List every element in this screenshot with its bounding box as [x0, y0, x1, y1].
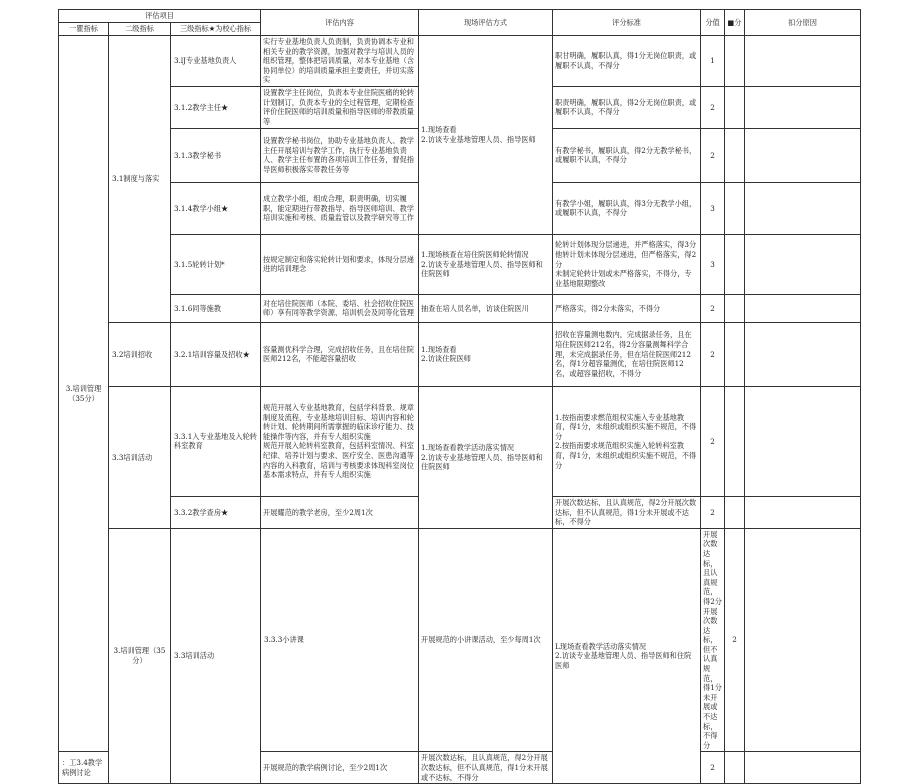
content-cell: 设置教学主任岗位，负责本专业住院医痛的轮转计划制订，负责本专业的全过程管理，定期检查评价住院医师的培训质量和指导医师的带教质量等 — [261, 86, 419, 128]
reason-cell — [745, 386, 861, 496]
table-row — [59, 322, 861, 386]
level3-cell: 3.1.2教学主任★ — [171, 86, 261, 128]
method-header: 现场评估方式 — [419, 10, 553, 36]
method-cell: 1.现场查看 2.访谈住院医师 — [419, 322, 553, 386]
reason-cell — [745, 128, 861, 182]
level3-cell: 3.3.1入专业基地及入轮转科室教育 — [171, 386, 261, 496]
method-cell: 1.现场核查在培住院医师轮转情况 2.访谈专业基地管理人员、指导医师和住院医师 — [419, 234, 553, 294]
level3-cell: 3.1.5轮转计划* — [171, 234, 261, 294]
score-cell: 2 — [701, 86, 725, 128]
score-cell: 3 — [701, 234, 725, 294]
table-row — [59, 386, 861, 496]
criteria-cell: 开展次数达标，且认真规范，得2分开展次数达标，但不认真规范，得1分未开展或不达标，不得分 — [553, 496, 701, 528]
got-cell — [725, 182, 745, 234]
reason-cell — [745, 36, 861, 87]
got-cell — [725, 752, 745, 784]
score-cell: 2 — [701, 496, 725, 528]
table-row — [59, 36, 861, 87]
score-cell: 1 — [701, 36, 725, 87]
content-cell: 开展耀范的教学老房，至少2周1次 — [261, 496, 419, 528]
score-cell: 2 — [701, 128, 725, 182]
reason-cell — [745, 752, 861, 784]
score-cell: 2 — [701, 294, 725, 322]
criteria-cell: 有教学秘书，履职认真，得2分无教学秘书，或履职不认真，不得分 — [553, 128, 701, 182]
content-cell: 开展规范的教学病例讨论，至少2周1次 — [261, 752, 419, 784]
got-cell — [725, 36, 745, 87]
level3-cell: 3.3.2教学查房★ — [171, 496, 261, 528]
score-header: 分值 — [701, 10, 725, 36]
eval-project-header: 评估项目 — [59, 10, 261, 23]
table-row — [59, 528, 861, 752]
content-cell: 容量测优科学合理，完成招收任务，且在培住院医师212名，不能超容量招收 — [261, 322, 419, 386]
got-cell — [745, 528, 861, 752]
level1-header: 一瞿指标 — [59, 23, 109, 36]
level3-cell: 3.1.6同等施教 — [171, 294, 261, 322]
reason-cell — [745, 182, 861, 234]
level2-cell: 3.1制度与落实 — [109, 36, 171, 323]
content-header: 评估内容 — [261, 10, 419, 36]
level3-cell: 3.2.1培训容量及招收★ — [171, 322, 261, 386]
level3-header: 三级指标★为校心指标 — [171, 23, 261, 36]
level2-cell: 3.3培训活动 — [109, 386, 171, 528]
reason-cell — [745, 496, 861, 528]
reason-header: 扣分原因 — [745, 10, 861, 36]
reason-cell — [745, 294, 861, 322]
method-cell: 1.现场查看教学活动落实情况 2.访谈专业基地管理人员、指导医师和住院医师 — [419, 386, 553, 528]
content-cell: 实行专业基地负责人负责制，负责协调本专业和相关专业的教学资源，加强对教学与培训人员的组织管理，整体把培训质量，对本专业基地（含协同单位）的培训质量承担主要责任，并切实落实 — [261, 36, 419, 87]
score-cell: 2 — [701, 752, 725, 784]
got-cell — [725, 86, 745, 128]
score-cell: 3 — [701, 182, 725, 234]
method-cell: L现场查看教学活动落实情况 2.访谈专业基地管理人员、指导医师和住院医师 — [553, 528, 701, 783]
level1-cell: 3.培训管理（35分） — [59, 36, 109, 752]
content-cell: 对在培住院医师（本院、委培、社会招收住院医师）享有同等教学资源、培训机会及同等化管理 — [261, 294, 419, 322]
got-header: ■分 — [725, 10, 745, 36]
level3-cell: 3.3.3小讲课 — [261, 528, 419, 752]
table-row — [59, 234, 861, 294]
criteria-cell: 有教学小姐，履职认真，得3分无教学小组，或履职不认真，不得分 — [553, 182, 701, 234]
level3-cell: 3.1.3教学秘书 — [171, 128, 261, 182]
got-cell — [725, 234, 745, 294]
content-cell: 开展规范的小讲课活动，至少每周1次 — [419, 528, 553, 752]
criteria-cell: 严格落实，得2分未落实，不得分 — [553, 294, 701, 322]
got-cell — [725, 496, 745, 528]
method-cell: 1.现场查看 2.访谈专业基地管理人员、指导医师 — [419, 36, 553, 235]
table-row — [59, 294, 861, 322]
criteria-cell: 职甘明确，履职认真，得1分无岗位职责，或履职不认真，不得分 — [553, 36, 701, 87]
got-cell — [725, 386, 745, 496]
reason-cell — [745, 322, 861, 386]
score-cell: 2 — [725, 528, 745, 752]
content-cell: 成立教学小组，组成合理，职责明确，切实履职，能定期进行带教指导、指导医师培训、教学培训实施和考核、质量监管以及教学研究等工作 — [261, 182, 419, 234]
method-cell: 抽查在培人员名单，访谈住院医川 — [419, 294, 553, 322]
criteria-cell: 开展次数达标，且认真规范，得2分开展次数达标，但不认真规范，得1分未开展或不达标，不得分 — [701, 528, 725, 752]
criteria-cell: 招收在容量测电数内，完成据录任务，且在培住院医师212名，得2分容量测舞科学合理，未完成据录任务，但在培住院医师212名，得1分超容量测优，在培住院医师12名，或超容量招收，不得分 — [553, 322, 701, 386]
level2-cell: 3.3培训活动 — [171, 528, 261, 783]
got-cell — [725, 322, 745, 386]
content-cell: 按规定制定和落实轮转计划和要求，体现分层递进的培训理念 — [261, 234, 419, 294]
score-cell: 2 — [701, 322, 725, 386]
header-row-1 — [59, 10, 861, 23]
level2-cell: 3.2培训招收 — [109, 322, 171, 386]
level3-cell: ：工3.4教学病例讨论 — [59, 752, 109, 784]
got-cell — [725, 294, 745, 322]
level3-cell: 3.1.4教学小组★ — [171, 182, 261, 234]
criteria-cell: 1.按指南要求燃范组权实施入专业基地教育，得1分，未组织或组织实施不规范，不得分 2.按指南要求规范组织实施入轮转科室教育，得1分，未组织或组织实施不规范，不得分 — [553, 386, 701, 496]
reason-cell — [745, 86, 861, 128]
got-cell — [725, 128, 745, 182]
criteria-cell: 职责明确，履职认真，得2分无岗位职责，或履职不认真，不得分 — [553, 86, 701, 128]
reason-cell — [745, 234, 861, 294]
score-cell: 2 — [701, 386, 725, 496]
content-cell: 规范开展入专业基地教育，包括学科背景、规章制度及流程，专业基地培训目标、培训内容和轮转计划、轮转期间所需掌握的临床诊疗能力、技能操作等内容，并有专人组织实施 规范开展入轮转科室教育，包括科室情况、科室纪律、培养计划与要求、医疗安全、医患沟通等内容的入科教育，培训与考核要求体现科室岗位基本需求特点，并有专人组织实施 — [261, 386, 419, 496]
criteria-header: 评分标准 — [553, 10, 701, 36]
evaluation-table — [58, 9, 861, 784]
criteria-cell: 轮转计划体现分层递进，并严格落实，得3分 他转计划未体现分层递进，但严格落实，得2分 未制定轮转计划或未严格落实，不得分，专业基地限期整改 — [553, 234, 701, 294]
level1-cell: 3.培训管理（35分） — [109, 528, 171, 783]
content-cell: 设置教学秘书岗位，协助专业基地负责人、教学主任开展培训与教学工作，执行专业基地负责人、教学主任布置的各项培训工作任务，督促指导医师积极落实带教任务等 — [261, 128, 419, 182]
level3-cell: 3.lJ专业基地负责人 — [171, 36, 261, 87]
level2-header: 二级指标 — [109, 23, 171, 36]
criteria-cell: 开展次数达标，且认真规范，得2分开展次数达标，但不认真规范，得1分未开展或不达标，不得分 — [419, 752, 553, 784]
